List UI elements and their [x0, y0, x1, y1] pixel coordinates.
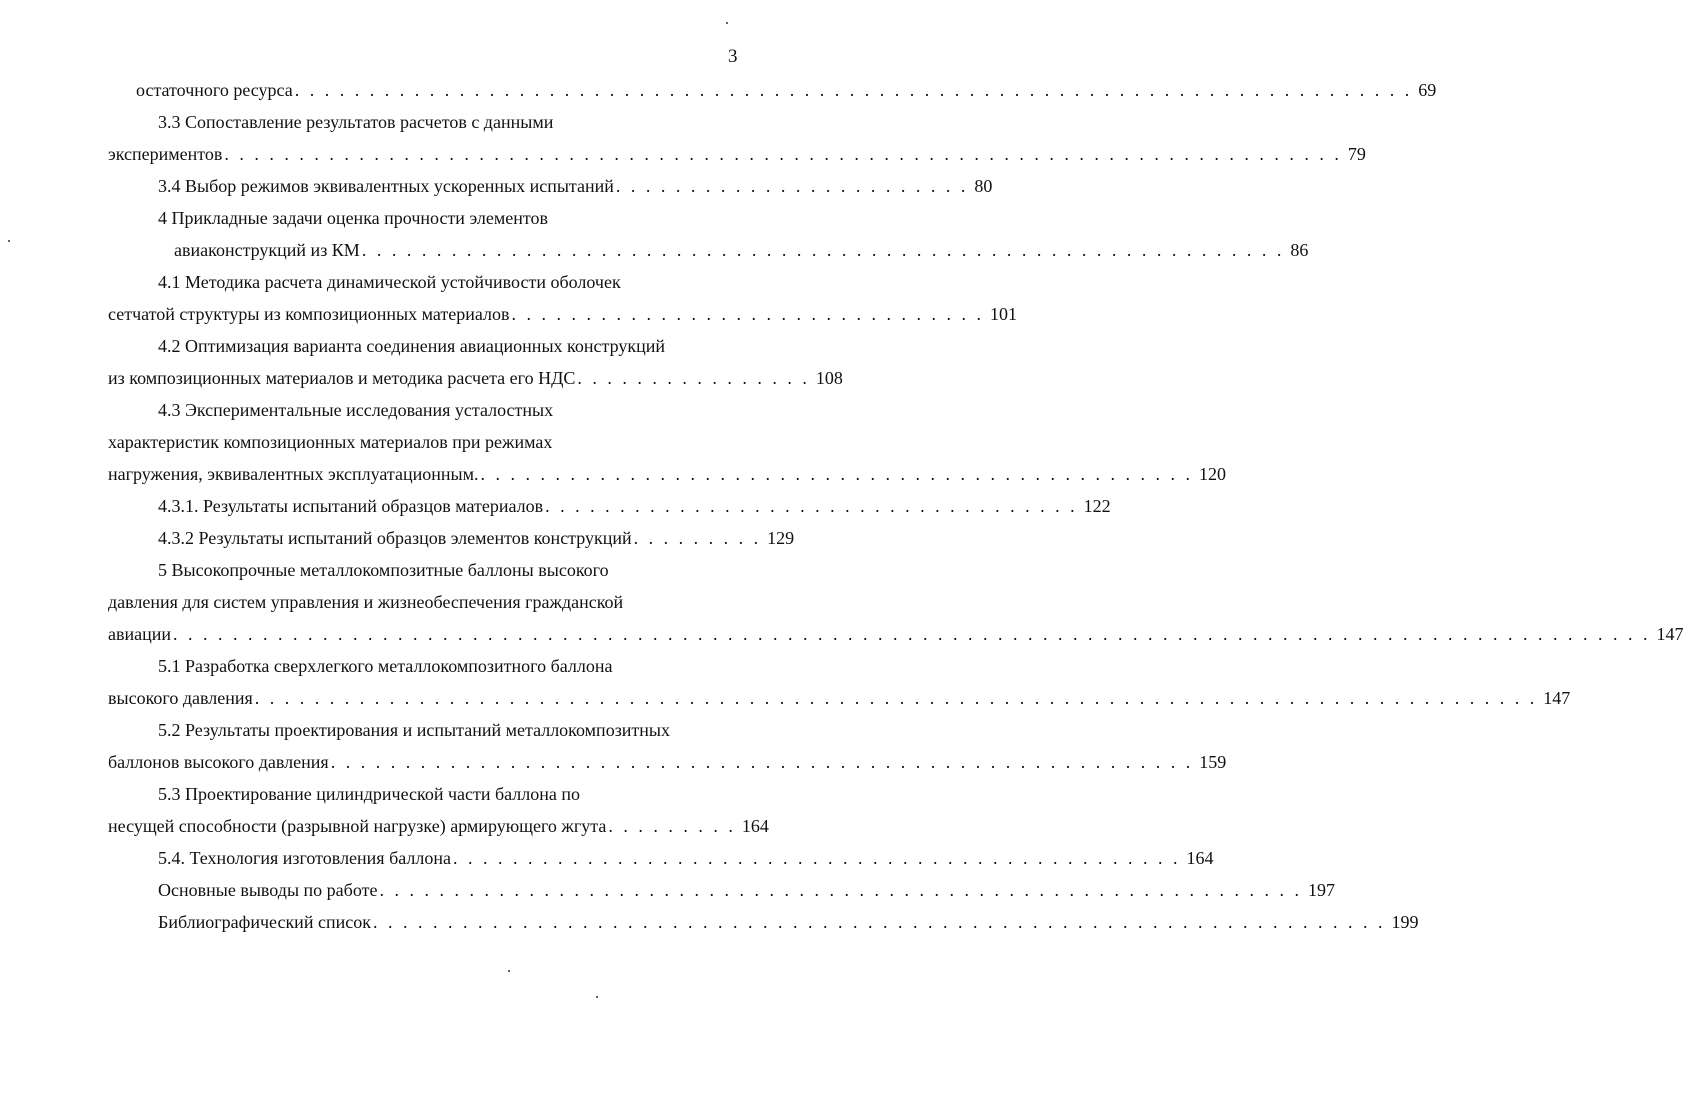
- toc-entry-title: характеристик композиционных материалов при режимах: [108, 432, 553, 452]
- toc-entry: [174, 234, 1309, 266]
- scan-speck: [8, 240, 10, 242]
- toc-entry-title: высокого давления: [108, 688, 253, 708]
- toc-entry-page: 164: [1186, 848, 1214, 868]
- toc-entry-title: 4.3.2 Результаты испытаний образцов элементов конструкций: [158, 528, 632, 548]
- toc-entry-page: 80: [974, 176, 993, 196]
- leader-dots: . . . . . . . . .: [633, 528, 762, 548]
- leader-dots: . . . . . . . . .: [608, 816, 736, 836]
- leader-dots: . . . . . . . . . . . . . . . . . . . . . . . . . . . . . . . . . . . . . . . . . . . . . . . . . . . . . . . . . . . . . . . . . . . . . . . . . . .: [294, 80, 1413, 100]
- scan-speck: [726, 22, 728, 24]
- toc-entry: [136, 74, 1437, 106]
- toc-entry-title: из композиционных материалов и методика расчета его НДС: [108, 368, 576, 388]
- leader-dots: . . . . . . . . . . . . . . . . . . . . . . . . . . . . . . . . . . . . . . . . . . . . . . . . . . . . . . . . . . . . . .: [379, 880, 1302, 900]
- toc-entry: [108, 618, 1684, 650]
- toc-entry: [158, 490, 1111, 522]
- toc-entry: [108, 458, 1226, 490]
- leader-dots: . . . . . . . . . . . . . . . . . . . . . . . . . . . . . . . . . . . . . . . . . . . . . . . . . . . . . . . . . . . . . .: [361, 240, 1285, 260]
- toc-entry-title: 4.3 Экспериментальные исследования усталостных: [158, 400, 554, 420]
- toc-entry-page: 122: [1083, 496, 1111, 516]
- toc-entry: [158, 170, 993, 202]
- toc-entry-title: 4.2 Оптимизация варианта соединения авиационных конструкций: [158, 336, 665, 356]
- scan-speck: [508, 970, 510, 972]
- toc-entry-title: сетчатой структуры из композиционных материалов: [108, 304, 510, 324]
- toc-entry-title: Библиографический список: [158, 912, 371, 932]
- toc-entry-title: 5.3 Проектирование цилиндрической части баллона по: [158, 784, 581, 804]
- toc-entry-title: авиации: [108, 624, 172, 644]
- toc-entry-title: 4 Прикладные задачи оценка прочности элементов: [158, 208, 548, 228]
- page-number: 3: [728, 46, 738, 67]
- toc-entry-page: 69: [1418, 80, 1437, 100]
- toc-entry-title: остаточного ресурса: [136, 80, 293, 100]
- toc-entry-page: 120: [1198, 464, 1226, 484]
- leader-dots: . . . . . . . . . . . . . . . . . . . . . . . . . . . . . . . . . . . . . . . . . . . . . . . . . . . . . . . . . . . . . . . . . . . . . . . . . . . . . . . . . . . . . .: [254, 688, 1538, 708]
- leader-dots: . . . . . . . . . . . . . . . . . . . . . . . . . . . . . . . . . . . . . . . . . . . . . . . . .: [452, 848, 1181, 868]
- toc-entry-page: 129: [767, 528, 795, 548]
- toc-entry: [108, 138, 1366, 170]
- toc-entry-page: 79: [1347, 144, 1366, 164]
- leader-dots: . . . . . . . . . . . . . . . . . . . . . . . . . . . . . . . . . . . .: [545, 496, 1078, 516]
- toc-entry-title: 5.1 Разработка сверхлегкого металлокомпозитного баллона: [158, 656, 613, 676]
- toc-entry-title: 3.4 Выбор режимов эквивалентных ускоренных испытаний: [158, 176, 614, 196]
- leader-dots: . . . . . . . . . . . . . . . . . . . . . . . . . . . . . . . . . . . . . . . . . . . . . . . . . . . . . . . . . .: [330, 752, 1194, 772]
- leader-dots: . . . . . . . . . . . . . . . . . . . . . . . . . . . . . . . . . . . . . . . . . . . . . . . .: [480, 464, 1193, 484]
- toc-entry-title: 5.2 Результаты проектирования и испытаний металлокомпозитных: [158, 720, 671, 740]
- toc-entry-title: 3.3 Сопоставление результатов расчетов с данными: [158, 112, 554, 132]
- leader-dots: . . . . . . . . . . . . . . . . . . . . . . . . . . . . . . . .: [511, 304, 985, 324]
- toc-entry-title: экспериментов: [108, 144, 223, 164]
- toc-entry: [108, 746, 1227, 778]
- toc-entry-page: 199: [1391, 912, 1419, 932]
- toc-entry-title: авиаконструкций из КМ: [174, 240, 360, 260]
- leader-dots: . . . . . . . . . . . . . . . .: [577, 368, 810, 388]
- toc-entry-page: 197: [1307, 880, 1335, 900]
- toc-entry: [108, 810, 769, 842]
- toc-entry: [158, 874, 1335, 906]
- toc-entry-title: 5.4. Технология изготовления баллона: [158, 848, 451, 868]
- scan-speck: [596, 996, 598, 998]
- toc-entry-page: 86: [1290, 240, 1309, 260]
- toc-entry-title: несущей способности (разрывной нагрузке) армирующего жгута: [108, 816, 607, 836]
- toc-entry-page: 159: [1199, 752, 1227, 772]
- toc-entry-title: 5 Высокопрочные металлокомпозитные баллоны высокого: [158, 560, 609, 580]
- leader-dots: . . . . . . . . . . . . . . . . . . . . . . . . . . . . . . . . . . . . . . . . . . . . . . . . . . . . . . . . . . . . . . . . . . . . . . . . . . . . . . . . . . . . . . . . . . . . . . . . . . .: [173, 624, 1651, 644]
- toc-entry-page: 147: [1656, 624, 1684, 644]
- toc-entry-page: 108: [815, 368, 843, 388]
- toc-entry-title: 4.3.1. Результаты испытаний образцов материалов: [158, 496, 544, 516]
- toc-entry: [108, 298, 1018, 330]
- toc-entry-page: 101: [990, 304, 1018, 324]
- toc-entry: [158, 906, 1419, 938]
- leader-dots: . . . . . . . . . . . . . . . . . . . . . . . . . . . . . . . . . . . . . . . . . . . . . . . . . . . . . . . . . . . . . . . . . . . .: [372, 912, 1386, 932]
- toc-entry-title: Основные выводы по работе: [158, 880, 378, 900]
- toc-entry: [158, 842, 1214, 874]
- toc-entry-page: 164: [741, 816, 769, 836]
- toc-entry-title: баллонов высокого давления: [108, 752, 329, 772]
- toc-entry-title: давления для систем управления и жизнеобеспечения гражданской: [108, 592, 624, 612]
- toc-entry: [108, 682, 1571, 714]
- toc-entry: [108, 362, 843, 394]
- toc-entry-page: 147: [1543, 688, 1571, 708]
- toc-entry: [158, 522, 795, 554]
- toc-entry-title: 4.1 Методика расчета динамической устойчивости оболочек: [158, 272, 621, 292]
- leader-dots: . . . . . . . . . . . . . . . . . . . . . . . . . . . . . . . . . . . . . . . . . . . . . . . . . . . . . . . . . . . . . . . . . . . . . . . . . . .: [224, 144, 1342, 164]
- toc-entry-title: нагружения, эквивалентных эксплуатационным.: [108, 464, 479, 484]
- leader-dots: . . . . . . . . . . . . . . . . . . . . . . . .: [615, 176, 969, 196]
